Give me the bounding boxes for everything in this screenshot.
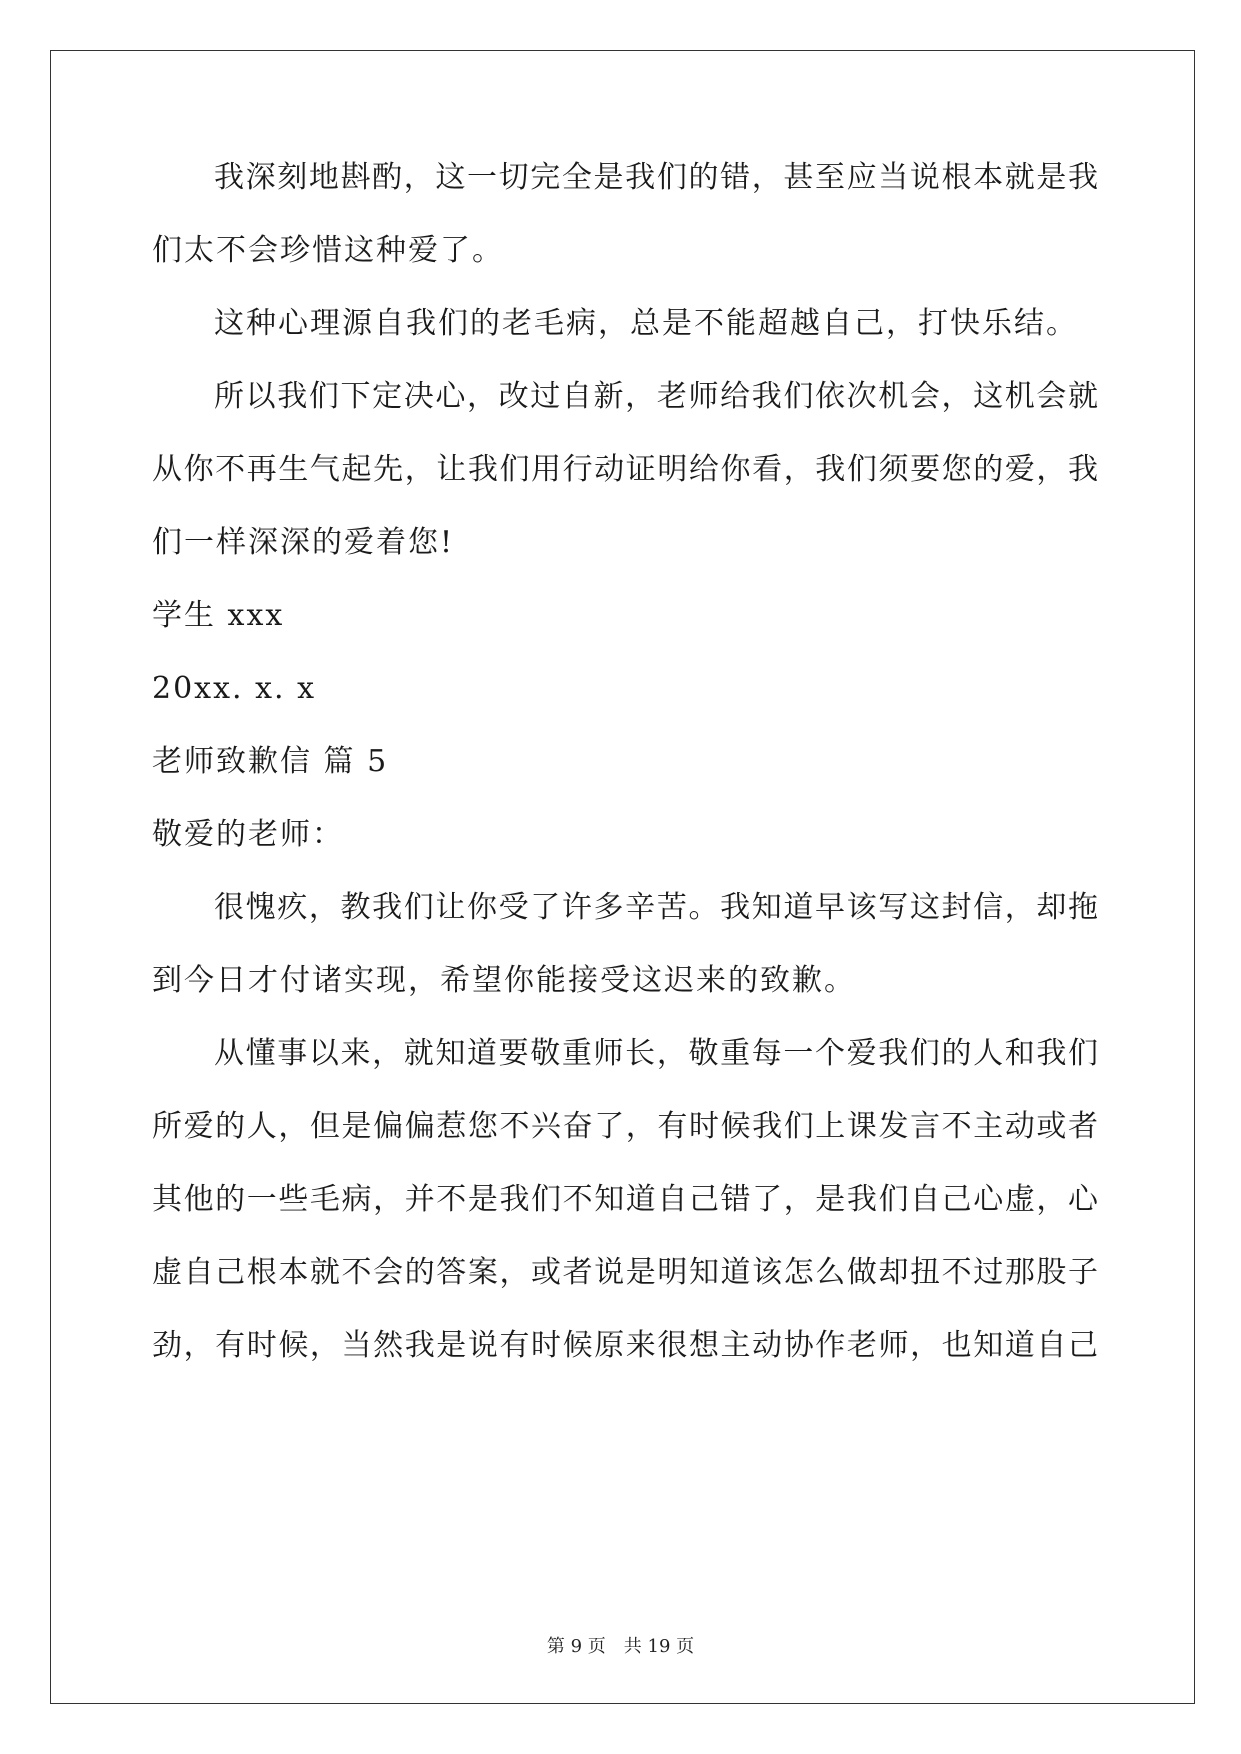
page-number: 第 9 页 (546, 1636, 606, 1657)
paragraph-line: 们太不会珍惜这种爱了。 (152, 233, 504, 268)
paragraph-line: 这种心理源自我们的老毛病，总是不能超越自己，打快乐结。 (214, 306, 1078, 341)
paragraph-line: 我深刻地斟酌，这一切完全是我们的错，甚至应当说根本就是我 (214, 160, 1098, 195)
paragraph-line: 从你不再生气起先，让我们用行动证明给你看，我们须要您的爱，我 (152, 452, 1098, 487)
paragraph-line: 很愧疚，教我们让你受了许多辛苦。我知道早该写这封信，却拖 (214, 890, 1098, 925)
paragraph-line: 们一样深深的爱着您! (152, 525, 455, 560)
page-border (50, 50, 1195, 1704)
salutation: 敬爱的老师： (152, 817, 344, 852)
paragraph-line: 从懂事以来，就知道要敬重师长，敬重每一个爱我们的人和我们 (214, 1036, 1098, 1071)
section-heading: 老师致歉信 篇 5 (152, 744, 389, 779)
paragraph-line: 所爱的人，但是偏偏惹您不兴奋了，有时候我们上课发言不主动或者 (152, 1109, 1098, 1144)
paragraph-line: 所以我们下定决心，改过自新，老师给我们依次机会，这机会就 (214, 379, 1098, 414)
paragraph-line: 到今日才付诸实现，希望你能接受这迟来的致歉。 (152, 963, 856, 998)
date-line: 20xx. x. x (152, 671, 316, 706)
paragraph-line: 虚自己根本就不会的答案，或者说是明知道该怎么做却扭不过那股子 (152, 1255, 1098, 1290)
paragraph-line: 其他的一些毛病，并不是我们不知道自己错了，是我们自己心虚，心 (152, 1182, 1098, 1217)
page-total: 共 19 页 (623, 1636, 695, 1657)
signature-line: 学生 xxx (152, 598, 285, 633)
page-footer (0, 1635, 1241, 1659)
paragraph-line: 劲，有时候，当然我是说有时候原来很想主动协作老师，也知道自己 (152, 1328, 1098, 1363)
